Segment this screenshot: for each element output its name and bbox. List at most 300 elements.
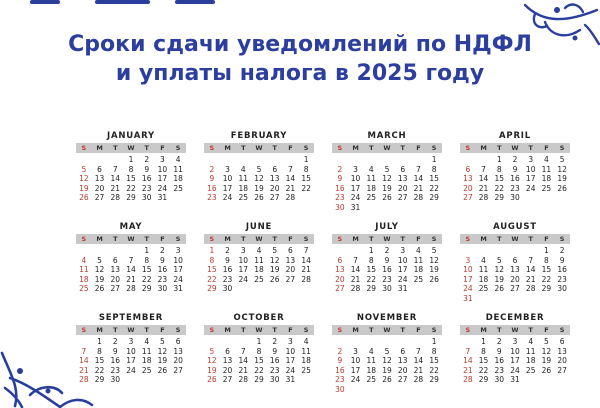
day-cell: 6 (288, 246, 293, 255)
day-cell: 8 (256, 346, 262, 356)
day-cell: 19 (207, 365, 217, 375)
day-grid (76, 155, 186, 203)
day-cell: 8 (431, 164, 437, 174)
day-cell: 9 (559, 255, 565, 265)
day-cell: 20 (94, 183, 105, 193)
weekday-label: T (144, 326, 149, 334)
day-cell: 30 (110, 375, 121, 384)
day-cell: 4 (481, 255, 486, 265)
month-name: AUGUST (493, 222, 537, 232)
day-cell: 27 (285, 274, 296, 284)
day-cell: 30 (494, 375, 505, 384)
day-cell: 16 (510, 174, 520, 183)
weekday-label: S (303, 235, 309, 243)
day-cell: 21 (350, 274, 361, 284)
weekday-label: F (416, 235, 421, 243)
day-cell: 20 (397, 183, 408, 193)
day-cell: 4 (240, 164, 246, 174)
month-name: SEPTEMBER (98, 313, 164, 323)
day-cell: 12 (541, 346, 552, 356)
day-cell: 14 (285, 174, 296, 183)
day-cell: 20 (285, 265, 296, 274)
day-cell: 4 (368, 346, 374, 356)
day-cell: 2 (337, 164, 343, 174)
day-cell: 23 (110, 365, 121, 375)
day-cell: 28 (350, 284, 361, 293)
weekday-label: T (272, 144, 277, 152)
day-cell: 30 (157, 284, 168, 293)
day-cell: 17 (397, 265, 408, 274)
day-cell: 18 (478, 274, 489, 284)
day-cell: 13 (335, 265, 345, 274)
day-cell: 1 (368, 246, 374, 255)
day-cell: 6 (112, 255, 118, 265)
day-cell: 7 (481, 164, 486, 174)
day-cell: 26 (429, 274, 439, 284)
weekday-label: W (127, 144, 135, 152)
day-cell: 28 (285, 193, 296, 202)
day-cell: 28 (110, 193, 121, 202)
day-cell: 20 (557, 356, 567, 365)
day-cell: 21 (110, 183, 121, 193)
month-march (332, 130, 442, 212)
empty-day-cell (348, 155, 364, 165)
page-title (0, 30, 600, 88)
weekday-header (332, 234, 442, 244)
weekday-label: S (81, 144, 87, 152)
day-cell: 10 (157, 164, 168, 174)
day-cell: 15 (301, 174, 311, 183)
weekday-label: T (528, 144, 533, 152)
day-cell: 8 (496, 164, 502, 174)
weekday-label: S (465, 235, 471, 243)
day-cell: 6 (337, 255, 343, 265)
day-cell: 7 (303, 246, 309, 255)
day-cell: 10 (463, 265, 473, 274)
weekday-header (204, 234, 314, 244)
day-cell: 10 (173, 255, 183, 265)
day-cell: 7 (416, 346, 421, 356)
title-line-1: Сроки сдачи уведомлений по НДФЛ (68, 32, 532, 57)
weekday-label: S (81, 235, 87, 243)
weekday-label: T (497, 144, 502, 152)
day-cell: 29 (141, 284, 152, 293)
day-cell: 22 (541, 274, 552, 284)
day-cell: 22 (94, 365, 105, 375)
day-cell: 31 (285, 375, 296, 384)
day-grid (204, 155, 314, 203)
weekday-label: F (160, 235, 165, 243)
day-cell: 4 (528, 337, 534, 346)
day-cell: 12 (269, 255, 280, 265)
day-cell: 10 (350, 174, 361, 183)
day-cell: 9 (337, 356, 343, 365)
day-cell: 23 (222, 274, 233, 284)
day-cell: 14 (525, 265, 536, 274)
day-cell: 28 (525, 284, 536, 293)
month-name: DECEMBER (485, 313, 545, 323)
day-cell: 6 (559, 337, 565, 346)
empty-day-cell (491, 246, 507, 256)
day-grid (460, 155, 570, 203)
day-cell: 24 (350, 193, 361, 202)
day-cell: 2 (559, 246, 565, 255)
weekday-label: S (209, 326, 215, 334)
weekday-label: S (81, 326, 87, 334)
weekday-label: W (255, 235, 263, 243)
day-cell: 6 (225, 346, 230, 356)
day-cell: 3 (512, 337, 518, 346)
weekday-label: S (559, 326, 565, 334)
day-cell: 19 (382, 365, 392, 375)
empty-day-cell (235, 155, 251, 165)
day-cell: 8 (303, 164, 309, 174)
day-cell: 5 (209, 346, 215, 356)
day-cell: 2 (160, 246, 165, 255)
day-cell: 30 (141, 193, 152, 202)
month-april (460, 130, 570, 203)
day-cell: 12 (79, 174, 89, 183)
day-cell: 20 (222, 365, 233, 375)
day-cell: 26 (207, 375, 217, 384)
day-grid (332, 155, 442, 212)
empty-day-cell (92, 246, 108, 256)
day-cell: 27 (397, 193, 408, 202)
weekday-label: M (352, 235, 359, 243)
day-cell: 11 (413, 255, 424, 265)
month-name: FEBRUARY (230, 131, 288, 141)
day-cell: 16 (557, 265, 567, 274)
day-cell: 13 (173, 346, 183, 356)
weekday-label: M (480, 235, 487, 243)
day-cell: 4 (256, 246, 262, 255)
empty-day-cell (92, 155, 108, 165)
weekday-label: W (511, 326, 519, 334)
day-cell: 1 (128, 155, 134, 164)
day-cell: 11 (254, 255, 264, 265)
day-cell: 5 (544, 337, 549, 346)
day-cell: 23 (207, 193, 217, 202)
day-cell: 23 (382, 274, 392, 284)
day-cell: 13 (110, 265, 121, 274)
day-cell: 19 (157, 356, 168, 365)
weekday-header (76, 234, 186, 244)
weekday-label: M (224, 326, 231, 334)
weekday-label: T (272, 235, 277, 243)
weekday-label: T (241, 235, 246, 243)
day-cell: 14 (79, 356, 89, 365)
day-cell: 11 (366, 356, 377, 365)
day-cell: 16 (110, 356, 121, 365)
day-cell: 8 (481, 346, 486, 356)
day-cell: 13 (285, 255, 296, 265)
day-cell: 17 (173, 265, 183, 274)
day-cell: 26 (382, 193, 392, 202)
day-cell: 16 (207, 183, 217, 193)
day-cell: 25 (238, 193, 249, 202)
weekday-label: T (369, 144, 374, 152)
weekday-label: F (544, 235, 549, 243)
day-cell: 17 (222, 183, 233, 193)
day-grid (76, 337, 186, 385)
empty-day-cell (76, 337, 92, 347)
day-cell: 14 (413, 356, 424, 365)
day-cell: 28 (79, 375, 89, 384)
day-cell: 15 (254, 356, 264, 365)
day-cell: 10 (397, 255, 408, 265)
day-cell: 27 (335, 284, 345, 293)
day-cell: 25 (141, 365, 152, 375)
day-cell: 17 (350, 365, 361, 375)
day-cell: 30 (557, 284, 567, 293)
day-cell: 29 (254, 375, 264, 384)
day-cell: 10 (238, 255, 249, 265)
empty-day-cell (332, 246, 348, 256)
weekday-label: W (511, 235, 519, 243)
day-cell: 28 (413, 193, 424, 202)
empty-day-cell (395, 155, 411, 165)
day-cell: 28 (463, 375, 473, 384)
day-cell: 10 (510, 346, 520, 356)
day-cell: 10 (126, 346, 136, 356)
day-cell: 19 (541, 356, 552, 365)
day-cell: 21 (463, 365, 473, 375)
day-cell: 1 (431, 337, 437, 346)
day-cell: 15 (429, 356, 439, 365)
day-cell: 3 (353, 164, 358, 174)
day-cell: 13 (397, 174, 408, 183)
day-cell: 29 (541, 284, 552, 293)
weekday-label: S (337, 235, 343, 243)
empty-day-cell (523, 246, 539, 256)
day-cell: 28 (126, 284, 136, 293)
weekday-label: M (96, 326, 103, 334)
day-cell: 3 (225, 164, 230, 174)
weekday-label: S (175, 144, 181, 152)
weekday-header (332, 325, 442, 335)
day-cell: 6 (465, 164, 471, 174)
day-cell: 18 (79, 274, 89, 284)
day-cell: 15 (494, 174, 505, 183)
weekday-label: W (255, 326, 263, 334)
empty-day-cell (235, 337, 251, 347)
day-cell: 5 (160, 337, 165, 346)
day-cell: 9 (112, 346, 118, 356)
weekday-label: T (272, 326, 277, 334)
weekday-label: T (369, 235, 374, 243)
weekday-label: F (160, 144, 165, 152)
month-name: MARCH (367, 131, 407, 141)
empty-day-cell (107, 246, 123, 256)
day-cell: 27 (269, 193, 280, 202)
empty-day-cell (251, 155, 267, 165)
day-cell: 30 (269, 375, 280, 384)
day-cell: 11 (366, 174, 377, 183)
day-cell: 20 (510, 274, 520, 284)
day-cell: 9 (272, 346, 278, 356)
weekday-label: T (528, 326, 533, 334)
weekday-label: M (224, 235, 231, 243)
day-cell: 6 (400, 346, 406, 356)
day-cell: 4 (303, 337, 309, 346)
weekday-label: F (416, 144, 421, 152)
day-cell: 1 (144, 246, 150, 255)
day-cell: 8 (544, 255, 549, 265)
day-cell: 28 (301, 274, 311, 284)
day-cell: 19 (429, 265, 439, 274)
day-cell: 31 (157, 193, 168, 202)
day-cell: 28 (413, 375, 424, 384)
weekday-label: M (480, 326, 487, 334)
day-cell: 24 (510, 365, 520, 375)
day-cell: 12 (254, 174, 264, 183)
month-name: NOVEMBER (356, 313, 418, 323)
month-may (76, 221, 186, 294)
day-cell: 2 (209, 164, 215, 174)
day-cell: 3 (353, 346, 358, 356)
day-cell: 12 (157, 346, 168, 356)
day-cell: 26 (157, 365, 168, 375)
day-cell: 21 (79, 365, 89, 375)
day-cell: 6 (97, 164, 102, 174)
day-cell: 3 (528, 155, 534, 164)
day-cell: 22 (301, 183, 311, 193)
day-cell: 11 (173, 164, 183, 174)
day-cell: 25 (173, 183, 183, 193)
day-cell: 23 (335, 193, 345, 202)
day-cell: 13 (510, 265, 520, 274)
day-cell: 9 (209, 174, 215, 183)
day-cell: 28 (478, 193, 489, 202)
day-cell: 5 (559, 155, 565, 164)
day-cell: 26 (382, 375, 392, 384)
weekday-header (460, 143, 570, 153)
day-cell: 15 (366, 265, 377, 274)
day-grid (460, 246, 570, 303)
weekday-label: S (337, 144, 343, 152)
weekday-label: S (559, 144, 565, 152)
day-cell: 12 (557, 164, 567, 174)
month-december (460, 312, 570, 385)
day-cell: 3 (128, 337, 134, 346)
day-cell: 15 (541, 265, 552, 274)
weekday-label: T (144, 144, 149, 152)
day-cell: 24 (238, 274, 249, 284)
title-line-2: и уплаты налога в 2025 году (115, 61, 485, 86)
day-cell: 16 (141, 174, 152, 183)
day-cell: 1 (431, 155, 437, 164)
empty-day-cell (476, 246, 492, 256)
day-cell: 1 (303, 155, 309, 164)
day-cell: 29 (366, 284, 377, 293)
day-cell: 2 (384, 246, 390, 255)
empty-day-cell (76, 155, 92, 165)
day-cell: 11 (79, 265, 89, 274)
day-cell: 7 (81, 346, 87, 356)
weekday-label: S (209, 235, 215, 243)
empty-day-cell (76, 246, 92, 256)
weekday-label: F (416, 326, 421, 334)
day-cell: 19 (269, 265, 280, 274)
weekday-label: M (224, 144, 231, 152)
day-cell: 27 (397, 375, 408, 384)
weekday-label: T (144, 235, 149, 243)
day-cell: 16 (157, 265, 168, 274)
day-cell: 3 (175, 246, 181, 255)
weekday-header (204, 325, 314, 335)
day-cell: 2 (272, 337, 278, 346)
empty-day-cell (395, 337, 411, 347)
day-cell: 9 (225, 255, 230, 265)
day-cell: 18 (366, 365, 377, 375)
day-cell: 18 (238, 183, 249, 193)
day-cell: 14 (413, 174, 424, 183)
day-cell: 21 (126, 274, 136, 284)
day-cell: 31 (173, 284, 183, 293)
day-cell: 6 (175, 337, 181, 346)
weekday-label: F (288, 326, 293, 334)
day-cell: 7 (112, 164, 118, 174)
day-cell: 7 (353, 255, 358, 265)
day-cell: 5 (81, 164, 87, 174)
day-cell: 7 (416, 164, 421, 174)
day-cell: 29 (94, 375, 105, 384)
weekday-label: S (431, 235, 437, 243)
day-cell: 29 (126, 193, 136, 202)
day-cell: 15 (429, 174, 439, 183)
day-cell: 21 (238, 365, 249, 375)
day-cell: 9 (337, 174, 343, 183)
weekday-label: T (497, 235, 502, 243)
day-cell: 30 (382, 284, 392, 293)
day-cell: 2 (512, 155, 518, 164)
weekday-label: F (288, 144, 293, 152)
day-cell: 2 (225, 246, 230, 255)
day-cell: 30 (510, 193, 520, 202)
empty-day-cell (220, 155, 236, 165)
weekday-label: M (480, 144, 487, 152)
day-cell: 20 (397, 365, 408, 375)
day-cell: 17 (238, 265, 249, 274)
day-cell: 13 (397, 356, 408, 365)
day-cell: 5 (256, 164, 262, 174)
day-cell: 29 (207, 284, 217, 293)
day-cell: 22 (478, 365, 489, 375)
day-cell: 20 (335, 274, 345, 284)
weekday-label: S (175, 326, 181, 334)
day-grid (204, 337, 314, 385)
day-cell: 14 (301, 255, 311, 265)
day-cell: 8 (97, 346, 102, 356)
day-cell: 8 (128, 164, 134, 174)
month-october (204, 312, 314, 385)
day-cell: 21 (413, 365, 424, 375)
month-name: APRIL (499, 131, 531, 141)
day-cell: 26 (557, 183, 567, 193)
month-name: JANUARY (107, 131, 155, 141)
day-cell: 27 (463, 193, 473, 202)
day-cell: 28 (238, 375, 249, 384)
day-cell: 19 (79, 183, 89, 193)
day-grid (332, 337, 442, 394)
weekday-label: T (400, 235, 405, 243)
day-cell: 19 (94, 274, 105, 284)
day-cell: 10 (222, 174, 233, 183)
weekday-label: T (113, 326, 118, 334)
weekday-header (76, 143, 186, 153)
day-cell: 14 (238, 356, 249, 365)
day-grid (460, 337, 570, 385)
